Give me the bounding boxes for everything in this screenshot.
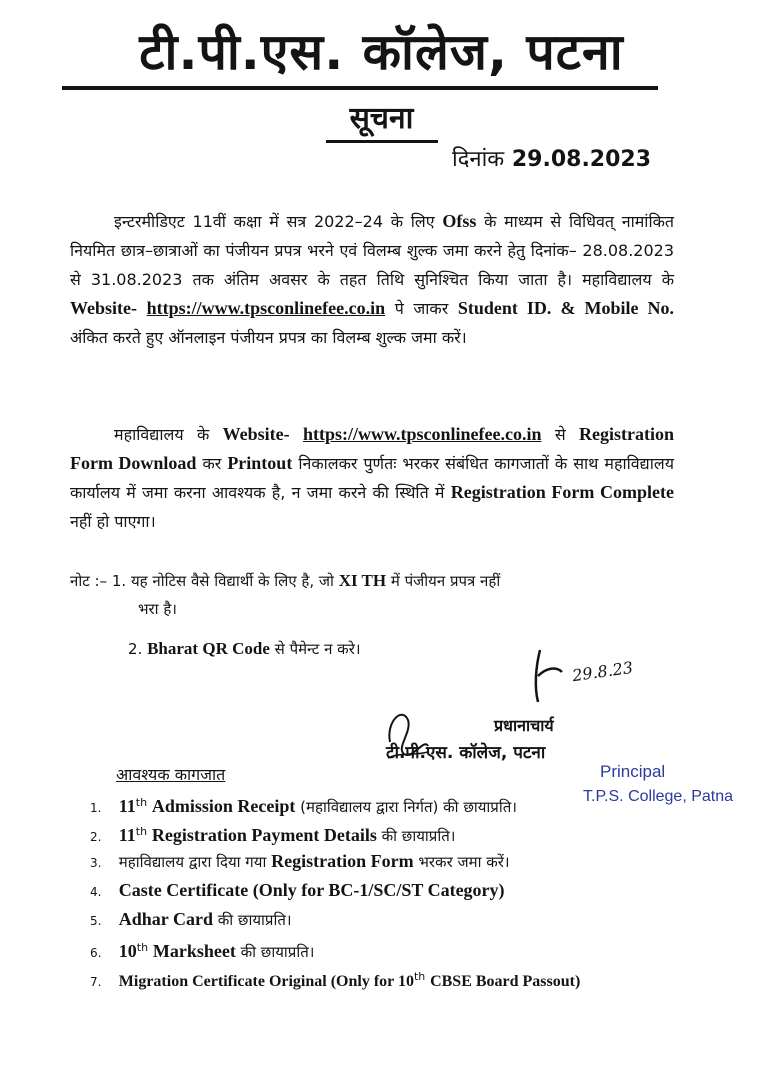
item-bold: Caste Certificate (Only for BC-1/SC/ST Category) bbox=[118, 880, 505, 900]
documents-list bbox=[90, 789, 690, 992]
list-item bbox=[90, 934, 690, 963]
note-2 bbox=[128, 636, 361, 662]
item-number: 3. bbox=[90, 856, 102, 870]
notice-paragraph-2 bbox=[70, 420, 674, 536]
note-1-text-c: में पंजीयन प्रपत्र नहीं bbox=[390, 572, 501, 590]
item-prefix: 11 bbox=[118, 825, 136, 845]
list-item bbox=[90, 789, 690, 818]
note-1 bbox=[70, 568, 500, 594]
note-1-text-a: यह नोटिस वैसे विद्यार्थी के लिए है, जो bbox=[130, 572, 334, 590]
para1-website-label: Website- bbox=[70, 298, 137, 318]
para2-text-1: महाविद्यालय के bbox=[114, 425, 210, 444]
list-item bbox=[90, 905, 690, 934]
item-number: 4. bbox=[90, 885, 102, 899]
para1-text-4: अंकित करते हुए ऑनलाइन पंजीयन प्रपत्र का विलम्ब शुल्क जमा करें। bbox=[70, 328, 467, 347]
item-text: की छायाप्रति। bbox=[240, 943, 315, 961]
principal-designation: प्रधानाचार्य bbox=[494, 716, 554, 735]
para2-text-3: कर bbox=[202, 454, 222, 473]
para2-website-label: Website- bbox=[222, 424, 290, 444]
notice-paragraph-1 bbox=[70, 207, 674, 352]
stamp-principal: Principal bbox=[600, 762, 666, 781]
item-number: 6. bbox=[90, 946, 102, 960]
item-bold: Registration Payment Details bbox=[151, 825, 377, 845]
item-prefix: 10 bbox=[118, 941, 137, 961]
date-value: 29.08.2023 bbox=[511, 147, 652, 172]
note-label: नोट :– 1. bbox=[70, 572, 127, 590]
item-bold: Adhar Card bbox=[118, 909, 213, 929]
note-2-text: से पैमेन्ट न करे। bbox=[274, 640, 361, 658]
note-1-xi-th: XI TH bbox=[338, 571, 387, 590]
list-item bbox=[90, 876, 690, 905]
list-item bbox=[90, 818, 690, 847]
date-label: दिनांक bbox=[452, 147, 505, 172]
para2-text-4: निकालकर पुर्णतः भरकर संबंधित कागजातों के साथ महाविद्यालय कार्यालय में जमा करना आवश्यक है, न जमा करने की स्थिति में bbox=[70, 454, 675, 502]
item-bold: Admission Receipt bbox=[151, 796, 296, 816]
note-1-continued: भरा है। bbox=[138, 600, 177, 618]
para2-website-link[interactable]: https://www.tpsconlinefee.co.in bbox=[302, 424, 542, 444]
para1-text-2: के माध्यम से विधिवत् नामांकित नियमित छात्र–छात्राओं का पंजीयन प्रपत्र भरने एवं विलम्ब शुल्क जमा करने हेतु दिनांक– 28.08.2023 से 31.08.2023 तक अंतिम अवसर के तहत तिथि सुनिश्चित किया जाता है। महाविद्यालय के bbox=[70, 212, 674, 289]
item-bold: Registration Form bbox=[271, 851, 414, 871]
list-item bbox=[90, 963, 690, 992]
note-2-bharat-qr: Bharat QR Code bbox=[147, 639, 270, 658]
signature-date: 29.8.23 bbox=[570, 657, 635, 686]
item-prefix: 11 bbox=[118, 796, 136, 816]
para2-printout: Printout bbox=[227, 453, 293, 473]
item-bold-2: CBSE Board Passout) bbox=[430, 973, 581, 990]
college-title: टी.पी.एस. कॉलेज, पटना bbox=[139, 23, 624, 81]
notice-heading: सूचना bbox=[349, 101, 414, 136]
documents-heading: आवश्यक कागजात bbox=[116, 765, 226, 784]
item-text: की छायाप्रति। bbox=[217, 911, 292, 929]
item-number: 2. bbox=[90, 830, 102, 844]
para2-registration-download: Registration Form Download bbox=[70, 424, 674, 473]
signature-college-name: टी.पी.एस. कॉलेज, पटना bbox=[386, 743, 546, 763]
note-2-number: 2. bbox=[128, 640, 143, 658]
notice-date bbox=[452, 146, 651, 174]
stamp-college: T.P.S. College, Patna bbox=[583, 788, 734, 805]
item-sup: th bbox=[413, 970, 426, 983]
item-sup: th bbox=[135, 825, 148, 838]
para1-ofss: Ofss bbox=[442, 211, 477, 231]
para1-website-link[interactable]: https://www.tpsconlinefee.co.in bbox=[146, 298, 386, 318]
item-number: 1. bbox=[90, 801, 102, 815]
item-text: (महाविद्यालय द्वारा निर्गत) की छायाप्रति। bbox=[300, 798, 517, 816]
item-text: भरकर जमा करें। bbox=[418, 853, 510, 871]
para1-student-id: Student ID. & Mobile No. bbox=[457, 298, 674, 318]
item-text: की छायाप्रति। bbox=[381, 827, 456, 845]
para2-text-2: से bbox=[554, 425, 566, 444]
item-number: 5. bbox=[90, 914, 102, 928]
item-bold: Marksheet bbox=[152, 941, 236, 961]
para2-text-5: नहीं हो पाएगा। bbox=[70, 512, 156, 531]
para1-text-1: इन्टरमीडिएट 11वीं कक्षा में सत्र 2022–24 के लिए bbox=[114, 212, 435, 231]
item-sup: th bbox=[135, 796, 148, 809]
item-number: 7. bbox=[90, 975, 102, 989]
item-bold: Migration Certificate Original (Only for 10 bbox=[118, 973, 414, 990]
title-underline bbox=[62, 86, 658, 90]
item-text-pre: महाविद्यालय द्वारा दिया गया bbox=[118, 853, 267, 871]
handwritten-signature-mark bbox=[526, 646, 566, 706]
para1-text-3: पे जाकर bbox=[394, 299, 449, 318]
para2-registration-complete: Registration Form Complete bbox=[450, 482, 674, 502]
notice-heading-underline bbox=[326, 140, 438, 143]
list-item bbox=[90, 847, 690, 876]
item-sup: th bbox=[136, 941, 149, 954]
